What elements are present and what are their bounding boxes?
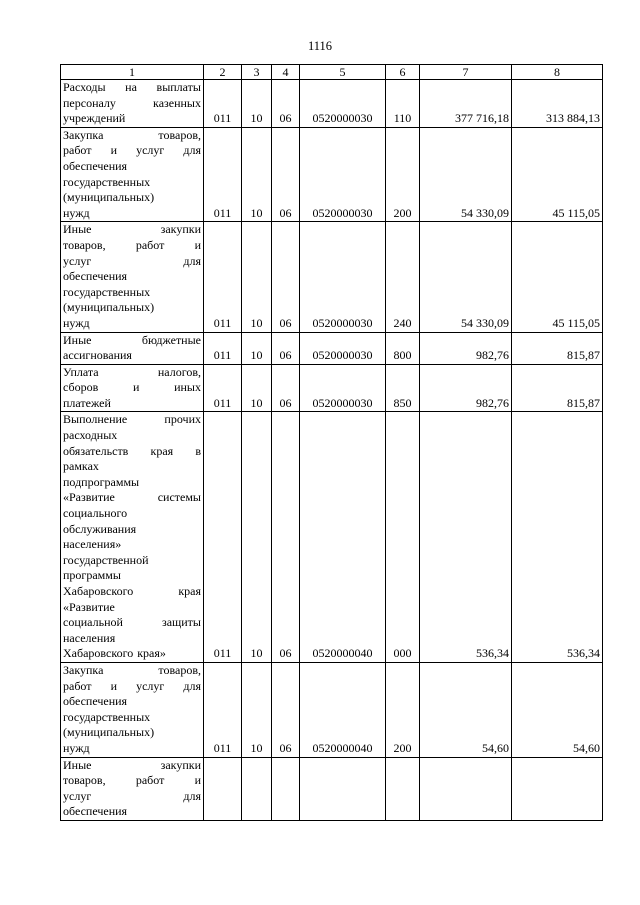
header-row bbox=[61, 65, 603, 80]
header-col-5: 5 bbox=[300, 65, 386, 80]
header-col-2: 2 bbox=[204, 65, 242, 80]
amount-year-2-cell bbox=[512, 757, 603, 820]
amount-year-1-cell: 377 716,18 bbox=[420, 80, 512, 128]
expense-name-line: государственных bbox=[63, 284, 151, 299]
amount-year-1-cell: 54 330,09 bbox=[420, 222, 512, 332]
expense-name-line: обеспечения bbox=[63, 269, 128, 284]
table-row bbox=[61, 364, 603, 412]
expense-name-line: Хабаровского края» bbox=[63, 646, 166, 661]
ministry-code-cell: 011 bbox=[204, 662, 242, 757]
expense-name-line: рамках bbox=[63, 459, 99, 474]
target-article-code-cell: 0520000030 bbox=[300, 80, 386, 128]
expense-name-line: Расходы на выплаты bbox=[63, 80, 201, 94]
expense-name-line: Иные закупки bbox=[63, 757, 201, 772]
expense-name-cell bbox=[61, 662, 204, 757]
amount-year-1-cell: 982,76 bbox=[420, 332, 512, 364]
amount-year-2-cell: 45 115,05 bbox=[512, 127, 603, 222]
expense-name-cell bbox=[61, 80, 204, 128]
ministry-code-cell: 011 bbox=[204, 80, 242, 128]
ministry-code-cell bbox=[204, 757, 242, 820]
expense-name-cell bbox=[61, 412, 204, 663]
table-row bbox=[61, 662, 603, 757]
subsection-code-cell: 06 bbox=[272, 332, 300, 364]
expense-name-cell bbox=[61, 332, 204, 364]
expense-name-line: Закупка товаров, bbox=[63, 662, 201, 677]
header-col-7: 7 bbox=[420, 65, 512, 80]
table-row bbox=[61, 412, 603, 663]
expense-name-cell bbox=[61, 757, 204, 820]
expense-type-code-cell: 000 bbox=[386, 412, 420, 663]
subsection-code-cell: 06 bbox=[272, 222, 300, 332]
expense-name-cell bbox=[61, 127, 204, 222]
expense-type-code-cell: 800 bbox=[386, 332, 420, 364]
table-row bbox=[61, 332, 603, 364]
expense-name-line: расходных bbox=[63, 428, 118, 443]
target-article-code-cell: 0520000030 bbox=[300, 222, 386, 332]
expense-type-code-cell: 240 bbox=[386, 222, 420, 332]
expense-name-line: обеспечения bbox=[63, 158, 128, 173]
expense-name-line: (муниципальных) bbox=[63, 190, 155, 205]
section-code-cell: 10 bbox=[242, 222, 272, 332]
expense-name-line: Иные бюджетные bbox=[63, 332, 201, 347]
table-row bbox=[61, 757, 603, 820]
expense-name-line: Выполнение прочих bbox=[63, 412, 201, 427]
expense-name-line: учреждений bbox=[63, 111, 126, 126]
expense-name-line: Иные закупки bbox=[63, 222, 201, 237]
expense-name-line: работ и услуг для bbox=[63, 678, 201, 693]
expense-name-line: социального bbox=[63, 506, 128, 521]
amount-year-2-cell: 815,87 bbox=[512, 332, 603, 364]
ministry-code-cell: 011 bbox=[204, 412, 242, 663]
table-body bbox=[61, 80, 603, 821]
expense-name-line: обслуживания bbox=[63, 521, 137, 536]
expense-name-line: Хабаровского края bbox=[63, 584, 201, 598]
expense-name-line: Закупка товаров, bbox=[63, 127, 201, 142]
amount-year-2-cell: 536,34 bbox=[512, 412, 603, 663]
target-article-code-cell: 0520000030 bbox=[300, 332, 386, 364]
expense-name-line: нужд bbox=[63, 205, 90, 220]
expense-name-cell bbox=[61, 364, 204, 412]
table-row bbox=[61, 127, 603, 222]
expense-name-line: обеспечения bbox=[63, 694, 128, 709]
subsection-code-cell bbox=[272, 757, 300, 820]
page-number: 1116 bbox=[307, 39, 333, 53]
expense-name-line: товаров, работ и bbox=[63, 773, 201, 788]
amount-year-1-cell: 54,60 bbox=[420, 662, 512, 757]
expense-type-code-cell: 110 bbox=[386, 80, 420, 128]
header-col-1: 1 bbox=[61, 65, 204, 80]
amount-year-2-cell: 45 115,05 bbox=[512, 222, 603, 332]
section-code-cell: 10 bbox=[242, 80, 272, 128]
expense-name-line: подпрограммы bbox=[63, 474, 140, 489]
expense-name-line: работ и услуг для bbox=[63, 143, 201, 158]
target-article-code-cell: 0520000040 bbox=[300, 412, 386, 663]
expense-name-line: персоналу казенных bbox=[63, 95, 201, 110]
expense-type-code-cell: 200 bbox=[386, 662, 420, 757]
target-article-code-cell: 0520000040 bbox=[300, 662, 386, 757]
expense-name-line: нужд bbox=[63, 315, 90, 330]
section-code-cell: 10 bbox=[242, 412, 272, 663]
ministry-code-cell: 011 bbox=[204, 332, 242, 364]
expense-name-line: нужд bbox=[63, 740, 90, 755]
target-article-code-cell: 0520000030 bbox=[300, 364, 386, 412]
expense-name-line: услуг для bbox=[63, 788, 201, 803]
target-article-code-cell: 0520000030 bbox=[300, 127, 386, 222]
expense-name-line: населения bbox=[63, 630, 116, 645]
header-col-8: 8 bbox=[512, 65, 603, 80]
section-code-cell bbox=[242, 757, 272, 820]
expense-name-line: услуг для bbox=[63, 253, 201, 268]
subsection-code-cell: 06 bbox=[272, 662, 300, 757]
expense-name-line: государственных bbox=[63, 709, 151, 724]
expense-name-line: обязательств края в bbox=[63, 443, 201, 458]
expense-name-line: (муниципальных) bbox=[63, 725, 155, 740]
expense-name-line: социальной защиты bbox=[63, 615, 201, 630]
section-code-cell: 10 bbox=[242, 364, 272, 412]
amount-year-1-cell: 982,76 bbox=[420, 364, 512, 412]
section-code-cell: 10 bbox=[242, 662, 272, 757]
expense-type-code-cell: 850 bbox=[386, 364, 420, 412]
amount-year-2-cell: 815,87 bbox=[512, 364, 603, 412]
expense-name-line: платежей bbox=[63, 395, 111, 410]
expense-name-line: товаров, работ и bbox=[63, 237, 201, 252]
section-code-cell: 10 bbox=[242, 127, 272, 222]
expense-name-cell bbox=[61, 222, 204, 332]
ministry-code-cell: 011 bbox=[204, 127, 242, 222]
expense-name-line: программы bbox=[63, 568, 121, 583]
expense-name-line: населения» bbox=[63, 537, 122, 552]
amount-year-1-cell: 54 330,09 bbox=[420, 127, 512, 222]
expense-name-line: ассигнования bbox=[63, 348, 132, 363]
target-article-code-cell bbox=[300, 757, 386, 820]
expense-name-line: обеспечения bbox=[63, 804, 128, 819]
expense-name-line: сборов и иных bbox=[63, 380, 201, 395]
expense-name-line: государственных bbox=[63, 174, 151, 189]
ministry-code-cell: 011 bbox=[204, 364, 242, 412]
table-row bbox=[61, 222, 603, 332]
subsection-code-cell: 06 bbox=[272, 412, 300, 663]
expense-name-line: (муниципальных) bbox=[63, 300, 155, 315]
expense-name-line: «Развитие системы bbox=[63, 490, 201, 505]
amount-year-2-cell: 54,60 bbox=[512, 662, 603, 757]
expense-name-line: государственной bbox=[63, 552, 149, 567]
section-code-cell: 10 bbox=[242, 332, 272, 364]
expense-name-line: Уплата налогов, bbox=[63, 364, 201, 379]
subsection-code-cell: 06 bbox=[272, 80, 300, 128]
header-col-3: 3 bbox=[242, 65, 272, 80]
table-row bbox=[61, 80, 603, 128]
subsection-code-cell: 06 bbox=[272, 127, 300, 222]
expense-type-code-cell: 200 bbox=[386, 127, 420, 222]
amount-year-2-cell: 313 884,13 bbox=[512, 80, 603, 128]
header-col-6: 6 bbox=[386, 65, 420, 80]
budget-table bbox=[60, 64, 603, 821]
expense-type-code-cell bbox=[386, 757, 420, 820]
header-col-4: 4 bbox=[272, 65, 300, 80]
expense-name-line: «Развитие bbox=[63, 599, 115, 614]
ministry-code-cell: 011 bbox=[204, 222, 242, 332]
amount-year-1-cell bbox=[420, 757, 512, 820]
amount-year-1-cell: 536,34 bbox=[420, 412, 512, 663]
subsection-code-cell: 06 bbox=[272, 364, 300, 412]
